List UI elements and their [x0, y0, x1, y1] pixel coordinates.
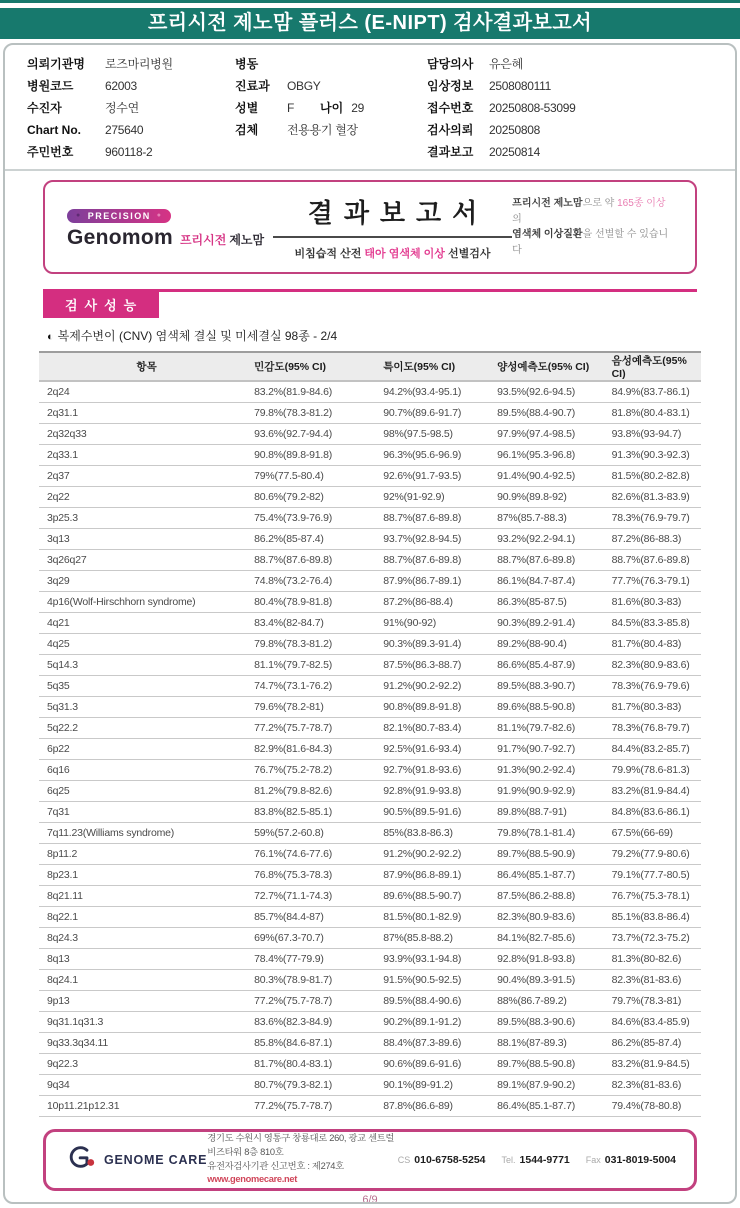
value-cell: 89.6%(88.5-90.8): [497, 696, 612, 717]
section-subtitle: ◐ 복제수변이 (CNV) 염색체 결실 및 미세결실 98종 - 2/4: [47, 329, 338, 343]
value-cell: 81.1%(79.7-82.6): [497, 717, 612, 738]
tagline-line-2: 염색체 이상질환을 선별할 수 있습니다: [512, 229, 669, 256]
value-cell: 93.5%(92.6-94.5): [497, 381, 612, 402]
value-cell: 88.4%(87.3-89.6): [383, 1032, 497, 1053]
value-cell: 92.5%(91.6-93.4): [383, 738, 497, 759]
value-cell: 81.1%(79.7-82.5): [254, 654, 383, 675]
table-header-row: [39, 352, 701, 381]
value-cell: 96.1%(95.3-96.8): [497, 444, 612, 465]
value-cell: 78.4%(77-79.9): [254, 948, 383, 969]
region-cell: 9q34: [39, 1074, 254, 1095]
region-cell: 5q35: [39, 675, 254, 696]
value-cell: 80.6%(79.2-82): [254, 486, 383, 507]
value-cell: 86.2%(85-87.4): [612, 1032, 701, 1053]
value-cell: 87.9%(86.7-89.1): [383, 570, 497, 591]
region-cell: 7q11.23(Williams syndrome): [39, 822, 254, 843]
value-cell: 81.3%(80-82.6): [612, 948, 701, 969]
value-cell: 81.8%(80.4-83.1): [612, 402, 701, 423]
value-cell: 87%(85.7-88.3): [497, 507, 612, 528]
value-cell: 81.7%(80.4-83.1): [254, 1053, 383, 1074]
region-cell: 2q33.1: [39, 444, 254, 465]
region-cell: 5q14.3: [39, 654, 254, 675]
value-cell: 85%(83.8-86.3): [383, 822, 497, 843]
table-row: [39, 843, 701, 864]
column-header: 민감도(95% CI): [254, 352, 383, 381]
value-cell: 86.3%(85-87.5): [497, 591, 612, 612]
value-cell: 93.8%(93-94.7): [612, 423, 701, 444]
value-cell: 86.4%(85.1-87.7): [497, 1095, 612, 1116]
column-header: 항목: [39, 352, 254, 381]
value-cell: 84.9%(83.7-86.1): [612, 381, 701, 402]
value-cell: 82.3%(80.9-83.6): [497, 906, 612, 927]
value-cell: 89.1%(87.9-90.2): [497, 1074, 612, 1095]
value-cell: 89.5%(88.3-90.7): [497, 675, 612, 696]
genomom-korean-name: 프리시전 제노맘: [179, 232, 265, 247]
value-cell: 79.9%(78.6-81.3): [612, 759, 701, 780]
footer-address: [207, 1132, 398, 1188]
value-cell: 82.1%(80.7-83.4): [383, 717, 497, 738]
genome-care-logo-text: GENOME CARE: [104, 1152, 208, 1167]
cs-contact: CS 010-6758-5254: [397, 1153, 486, 1166]
value-cell: 73.7%(72.3-75.2): [612, 927, 701, 948]
value-cell: 90.9%(89.8-92): [497, 486, 612, 507]
value-cell: 84.5%(83.3-85.8): [612, 612, 701, 633]
region-cell: 8q24.3: [39, 927, 254, 948]
value-cell: 76.7%(75.2-78.2): [254, 759, 383, 780]
section-title-tab: 검사성능: [43, 292, 159, 318]
value-cell: 87.2%(86-88.4): [383, 591, 497, 612]
value-cell: 82.9%(81.6-84.3): [254, 738, 383, 759]
patient-field-value: OBGY: [287, 79, 321, 93]
value-cell: 80.4%(78.9-81.8): [254, 591, 383, 612]
value-cell: 89.7%(88.5-90.9): [497, 843, 612, 864]
value-cell: 91.9%(90.9-92.9): [497, 780, 612, 801]
value-cell: 79.8%(78.3-81.2): [254, 402, 383, 423]
value-cell: 77.2%(75.7-78.7): [254, 717, 383, 738]
table-row: [39, 759, 701, 780]
value-cell: 91.3%(90.2-92.4): [497, 759, 612, 780]
table-row: [39, 738, 701, 759]
patient-field-value: 20250814: [489, 145, 540, 159]
value-cell: 90.4%(89.3-91.5): [497, 969, 612, 990]
value-cell: 88.7%(87.6-89.8): [612, 549, 701, 570]
table-row: [39, 780, 701, 801]
value-cell: 91.2%(90.2-92.2): [383, 675, 497, 696]
value-cell: 89.5%(88.4-90.6): [383, 990, 497, 1011]
region-cell: 9p13: [39, 990, 254, 1011]
patient-field-label: 접수번호: [427, 101, 474, 115]
value-cell: 91.4%(90.4-92.5): [497, 465, 612, 486]
genomom-wordmark: [67, 226, 273, 250]
region-cell: 2q31.1: [39, 402, 254, 423]
value-cell: 88.7%(87.6-89.8): [254, 549, 383, 570]
patient-field: [427, 97, 707, 119]
value-cell: 89.5%(88.3-90.6): [497, 1011, 612, 1032]
value-cell: 89.5%(88.4-90.7): [497, 402, 612, 423]
value-cell: 91.2%(90.2-92.2): [383, 843, 497, 864]
table-row: [39, 969, 701, 990]
value-cell: 79.4%(78-80.8): [612, 1095, 701, 1116]
value-cell: 92.6%(91.7-93.5): [383, 465, 497, 486]
value-cell: 84.6%(83.4-85.9): [612, 1011, 701, 1032]
value-cell: 90.3%(89.2-91.4): [497, 612, 612, 633]
patient-field-label: 검사의뢰: [427, 123, 474, 137]
value-cell: 74.8%(73.2-76.4): [254, 570, 383, 591]
value-cell: 79.7%(78.3-81): [612, 990, 701, 1011]
value-cell: 76.1%(74.6-77.6): [254, 843, 383, 864]
value-cell: 93.6%(92.7-94.4): [254, 423, 383, 444]
patient-col-3: [427, 53, 707, 163]
column-header: 양성예측도(95% CI): [497, 352, 612, 381]
report-heading: 결과보고서: [273, 193, 512, 238]
section-header: [43, 289, 697, 318]
value-cell: 91.5%(90.5-92.5): [383, 969, 497, 990]
value-cell: 92.8%(91.9-93.8): [383, 780, 497, 801]
value-cell: 93.7%(92.8-94.5): [383, 528, 497, 549]
region-cell: 8p11.2: [39, 843, 254, 864]
column-header: 음성예측도(95% CI): [612, 352, 701, 381]
value-cell: 93.2%(92.2-94.1): [497, 528, 612, 549]
patient-field-value: F: [287, 101, 295, 115]
value-cell: 79.8%(78.3-81.2): [254, 633, 383, 654]
table-row: [39, 864, 701, 885]
tagline-line-1: 프리시전 제노맘으로 약 165종 이상의: [512, 198, 666, 225]
value-cell: 75.4%(73.9-76.9): [254, 507, 383, 528]
value-cell: 88.1%(87-89.3): [497, 1032, 612, 1053]
value-cell: 90.5%(89.5-91.6): [383, 801, 497, 822]
value-cell: 92.7%(91.8-93.6): [383, 759, 497, 780]
region-cell: 6q25: [39, 780, 254, 801]
value-cell: 78.3%(76.9-79.7): [612, 507, 701, 528]
value-cell: 90.2%(89.1-91.2): [383, 1011, 497, 1032]
value-cell: 84.8%(83.6-86.1): [612, 801, 701, 822]
value-cell: 69%(67.3-70.7): [254, 927, 383, 948]
value-cell: 90.7%(89.6-91.7): [383, 402, 497, 423]
region-cell: 8q21.11: [39, 885, 254, 906]
value-cell: 72.7%(71.1-74.3): [254, 885, 383, 906]
region-cell: 8q22.1: [39, 906, 254, 927]
value-cell: 91%(90-92): [383, 612, 497, 633]
value-cell: 76.8%(75.3-78.3): [254, 864, 383, 885]
patient-field: [27, 53, 235, 75]
region-cell: 6p22: [39, 738, 254, 759]
patient-field-value: 20250808: [489, 123, 540, 137]
value-cell: 88%(86.7-89.2): [497, 990, 612, 1011]
value-cell: 97.9%(97.4-98.5): [497, 423, 612, 444]
patient-field-value: 275640: [105, 123, 144, 137]
patient-field-label: 진료과: [235, 79, 270, 93]
patient-field: [27, 97, 235, 119]
value-cell: 87.5%(86.2-88.8): [497, 885, 612, 906]
table-row: [39, 402, 701, 423]
value-cell: 82.3%(80.9-83.6): [612, 654, 701, 675]
value-cell: 83.8%(82.5-85.1): [254, 801, 383, 822]
value-cell: 59%(57.2-60.8): [254, 822, 383, 843]
value-cell: 67.5%(66-69): [612, 822, 701, 843]
value-cell: 84.4%(83.2-85.7): [612, 738, 701, 759]
table-row: [39, 549, 701, 570]
fax-contact: Fax 031-8019-5004: [585, 1153, 676, 1166]
patient-field-value: 2508080111: [489, 79, 551, 93]
patient-field-label: 병원코드: [27, 79, 74, 93]
patient-field-label: 나이: [320, 101, 344, 115]
patient-field-label: 수진자: [27, 101, 62, 115]
value-cell: 81.7%(80.4-83): [612, 633, 701, 654]
region-cell: 9q33.3q34.11: [39, 1032, 254, 1053]
value-cell: 85.1%(83.8-86.4): [612, 906, 701, 927]
precision-badge: ● PRECISION ●: [67, 209, 171, 223]
value-cell: 82.3%(81-83.6): [612, 969, 701, 990]
value-cell: 83.4%(82-84.7): [254, 612, 383, 633]
table-row: [39, 1032, 701, 1053]
patient-field-label: 성별: [235, 101, 259, 115]
footer-box: [43, 1129, 697, 1191]
value-cell: 90.3%(89.3-91.4): [383, 633, 497, 654]
value-cell: 83.2%(81.9-84.4): [612, 780, 701, 801]
value-cell: 90.1%(89-91.2): [383, 1074, 497, 1095]
value-cell: 79%(77.5-80.4): [254, 465, 383, 486]
patient-field-value: 전용용기 혈장: [287, 123, 358, 137]
table-row: [39, 591, 701, 612]
table-row: [39, 927, 701, 948]
region-cell: 5q22.2: [39, 717, 254, 738]
value-cell: 96.3%(95.6-96.9): [383, 444, 497, 465]
patient-field-value: 960118-2: [105, 145, 153, 159]
value-cell: 80.3%(78.9-81.7): [254, 969, 383, 990]
patient-info-panel: [5, 45, 735, 171]
value-cell: 83.2%(81.9-84.5): [612, 1053, 701, 1074]
address-line-1: 경기도 수원시 영통구 창룡대로 260, 광교 센트럴비즈타워 8층 810호: [207, 1132, 395, 1157]
footer-contacts: [398, 1154, 676, 1166]
patient-field: [235, 75, 427, 97]
region-cell: 3q13: [39, 528, 254, 549]
value-cell: 91.7%(90.7-92.7): [497, 738, 612, 759]
table-row: [39, 444, 701, 465]
page-number: 6/9: [362, 1193, 378, 1204]
value-cell: 86.1%(84.7-87.4): [497, 570, 612, 591]
table-row: [39, 885, 701, 906]
patient-field-value: 62003: [105, 79, 137, 93]
patient-col-2: [235, 53, 427, 163]
value-cell: 87.2%(86-88.3): [612, 528, 701, 549]
value-cell: 90.8%(89.8-91.8): [254, 444, 383, 465]
patient-field-label: 결과보고: [427, 145, 474, 159]
value-cell: 79.1%(77.7-80.5): [612, 864, 701, 885]
table-row: [39, 486, 701, 507]
patient-field-label: 검체: [235, 123, 259, 137]
region-cell: 8p23.1: [39, 864, 254, 885]
value-cell: 98%(97.5-98.5): [383, 423, 497, 444]
patient-field-label: Chart No.: [27, 123, 81, 137]
value-cell: 88.7%(87.6-89.8): [383, 549, 497, 570]
value-cell: 81.5%(80.1-82.9): [383, 906, 497, 927]
value-cell: 90.8%(89.8-91.8): [383, 696, 497, 717]
region-cell: 10p11.21p12.31: [39, 1095, 254, 1116]
value-cell: 86.4%(85.1-87.7): [497, 864, 612, 885]
region-cell: 3p25.3: [39, 507, 254, 528]
value-cell: 86.6%(85.4-87.9): [497, 654, 612, 675]
patient-field-label: 담당의사: [427, 57, 474, 71]
region-cell: 6q16: [39, 759, 254, 780]
patient-field-value: 로즈마리병원: [105, 57, 173, 71]
value-cell: 78.3%(76.9-79.6): [612, 675, 701, 696]
address-line-2: 유전자검사기관 신고번호 : 제274호: [207, 1160, 344, 1171]
region-cell: 3q29: [39, 570, 254, 591]
region-cell: 2q32q33: [39, 423, 254, 444]
value-cell: 86.2%(85-87.4): [254, 528, 383, 549]
value-cell: 92%(91-92.9): [383, 486, 497, 507]
region-cell: 4q21: [39, 612, 254, 633]
patient-field-label: 의뢰기관명: [27, 57, 85, 71]
patient-field-label: 임상정보: [427, 79, 474, 93]
region-cell: 9q31.1q31.3: [39, 1011, 254, 1032]
value-cell: 81.5%(80.2-82.8): [612, 465, 701, 486]
patient-field-value: 29: [351, 101, 364, 115]
region-cell: 2q37: [39, 465, 254, 486]
value-cell: 77.2%(75.7-78.7): [254, 1095, 383, 1116]
patient-field: [27, 119, 235, 141]
patient-field: [427, 53, 707, 75]
value-cell: 85.8%(84.6-87.1): [254, 1032, 383, 1053]
value-cell: 87%(85.8-88.2): [383, 927, 497, 948]
table-row: [39, 696, 701, 717]
brand-tagline: [512, 196, 673, 258]
table-row: [39, 528, 701, 549]
value-cell: 88.7%(87.6-89.8): [383, 507, 497, 528]
value-cell: 94.2%(93.4-95.1): [383, 381, 497, 402]
table-row: [39, 1074, 701, 1095]
value-cell: 77.7%(76.3-79.1): [612, 570, 701, 591]
table-row: [39, 654, 701, 675]
report-subheading: 비침습적 산전 태아 염색체 이상 선별검사: [294, 248, 491, 260]
value-cell: 78.3%(76.8-79.7): [612, 717, 701, 738]
value-cell: 89.8%(88.7-91): [497, 801, 612, 822]
region-cell: 4p16(Wolf-Hirschhorn syndrome): [39, 591, 254, 612]
tel-contact: Tel. 1544-9771: [501, 1153, 570, 1166]
value-cell: 83.2%(81.9-84.6): [254, 381, 383, 402]
patient-field: [27, 141, 235, 163]
value-cell: 89.2%(88-90.4): [497, 633, 612, 654]
value-cell: 85.7%(84.4-87): [254, 906, 383, 927]
value-cell: 76.7%(75.3-78.1): [612, 885, 701, 906]
patient-field: [427, 119, 707, 141]
table-row: [39, 612, 701, 633]
value-cell: 82.3%(81-83.6): [612, 1074, 701, 1095]
region-cell: 4q25: [39, 633, 254, 654]
table-row: [39, 381, 701, 402]
value-cell: 81.7%(80.3-83): [612, 696, 701, 717]
value-cell: 93.9%(93.1-94.8): [383, 948, 497, 969]
value-cell: 89.7%(88.5-90.8): [497, 1053, 612, 1074]
value-cell: 89.6%(88.5-90.7): [383, 885, 497, 906]
value-cell: 79.2%(77.9-80.6): [612, 843, 701, 864]
region-cell: 7q31: [39, 801, 254, 822]
genome-care-logo: [64, 1143, 207, 1176]
value-cell: 79.8%(78.1-81.4): [497, 822, 612, 843]
table-row: [39, 990, 701, 1011]
patient-field-value: 정수연: [105, 101, 139, 115]
value-cell: 87.8%(86.6-89): [383, 1095, 497, 1116]
brand-logo-block: [67, 204, 273, 250]
value-cell: 74.7%(73.1-76.2): [254, 675, 383, 696]
value-cell: 81.6%(80.3-83): [612, 591, 701, 612]
patient-field: [27, 75, 235, 97]
patient-field-value: 유은혜: [489, 57, 523, 71]
table-row: [39, 1053, 701, 1074]
patient-field: [235, 53, 427, 75]
top-accent-strip: [0, 0, 740, 3]
report-heading-block: [273, 193, 512, 261]
value-cell: 88.7%(87.6-89.8): [497, 549, 612, 570]
table-row: [39, 906, 701, 927]
value-cell: 83.6%(82.3-84.9): [254, 1011, 383, 1032]
value-cell: 79.6%(78.2-81): [254, 696, 383, 717]
table-row: [39, 465, 701, 486]
patient-col-1: [27, 53, 235, 163]
patient-field: [427, 141, 707, 163]
table-row: [39, 717, 701, 738]
table-row: [39, 801, 701, 822]
patient-field-label: 주민번호: [27, 145, 74, 159]
table-row: [39, 570, 701, 591]
value-cell: 77.2%(75.7-78.7): [254, 990, 383, 1011]
table-row: [39, 507, 701, 528]
patient-field-label: 병동: [235, 57, 259, 71]
value-cell: 84.1%(82.7-85.6): [497, 927, 612, 948]
document-body: [3, 43, 737, 1204]
value-cell: 90.6%(89.6-91.6): [383, 1053, 497, 1074]
report-content: [5, 171, 735, 1204]
region-cell: 2q22: [39, 486, 254, 507]
table-row: [39, 948, 701, 969]
report-title-bar: 프리시전 제노맘 플러스 (E-NIPT) 검사결과보고서: [0, 8, 740, 39]
region-cell: 2q24: [39, 381, 254, 402]
region-cell: 5q31.3: [39, 696, 254, 717]
half-circle-icon: ◐: [47, 331, 54, 343]
table-row: [39, 1011, 701, 1032]
table-row: [39, 633, 701, 654]
table-row: [39, 423, 701, 444]
column-header: 특이도(95% CI): [383, 352, 497, 381]
table-row: [39, 675, 701, 696]
value-cell: 87.5%(86.3-88.7): [383, 654, 497, 675]
genomom-logo-text: Genomom: [67, 225, 173, 249]
performance-table: [39, 351, 701, 1117]
value-cell: 82.6%(81.3-83.9): [612, 486, 701, 507]
website-url: www.genomecare.net: [207, 1174, 298, 1185]
value-cell: 92.8%(91.8-93.8): [497, 948, 612, 969]
value-cell: 80.7%(79.3-82.1): [254, 1074, 383, 1095]
value-cell: 87.9%(86.8-89.1): [383, 864, 497, 885]
patient-field-value: 20250808-53099: [489, 101, 576, 115]
genome-care-mark-icon: [64, 1143, 98, 1176]
patient-field: [427, 75, 707, 97]
value-cell: 91.3%(90.3-92.3): [612, 444, 701, 465]
region-cell: 8q13: [39, 948, 254, 969]
table-row: [39, 822, 701, 843]
patient-field: [235, 119, 427, 141]
brand-header-box: [43, 180, 697, 274]
patient-field: [235, 97, 427, 119]
region-cell: 3q26q27: [39, 549, 254, 570]
region-cell: 9q22.3: [39, 1053, 254, 1074]
value-cell: 81.2%(79.8-82.6): [254, 780, 383, 801]
table-row: [39, 1095, 701, 1116]
region-cell: 8q24.1: [39, 969, 254, 990]
